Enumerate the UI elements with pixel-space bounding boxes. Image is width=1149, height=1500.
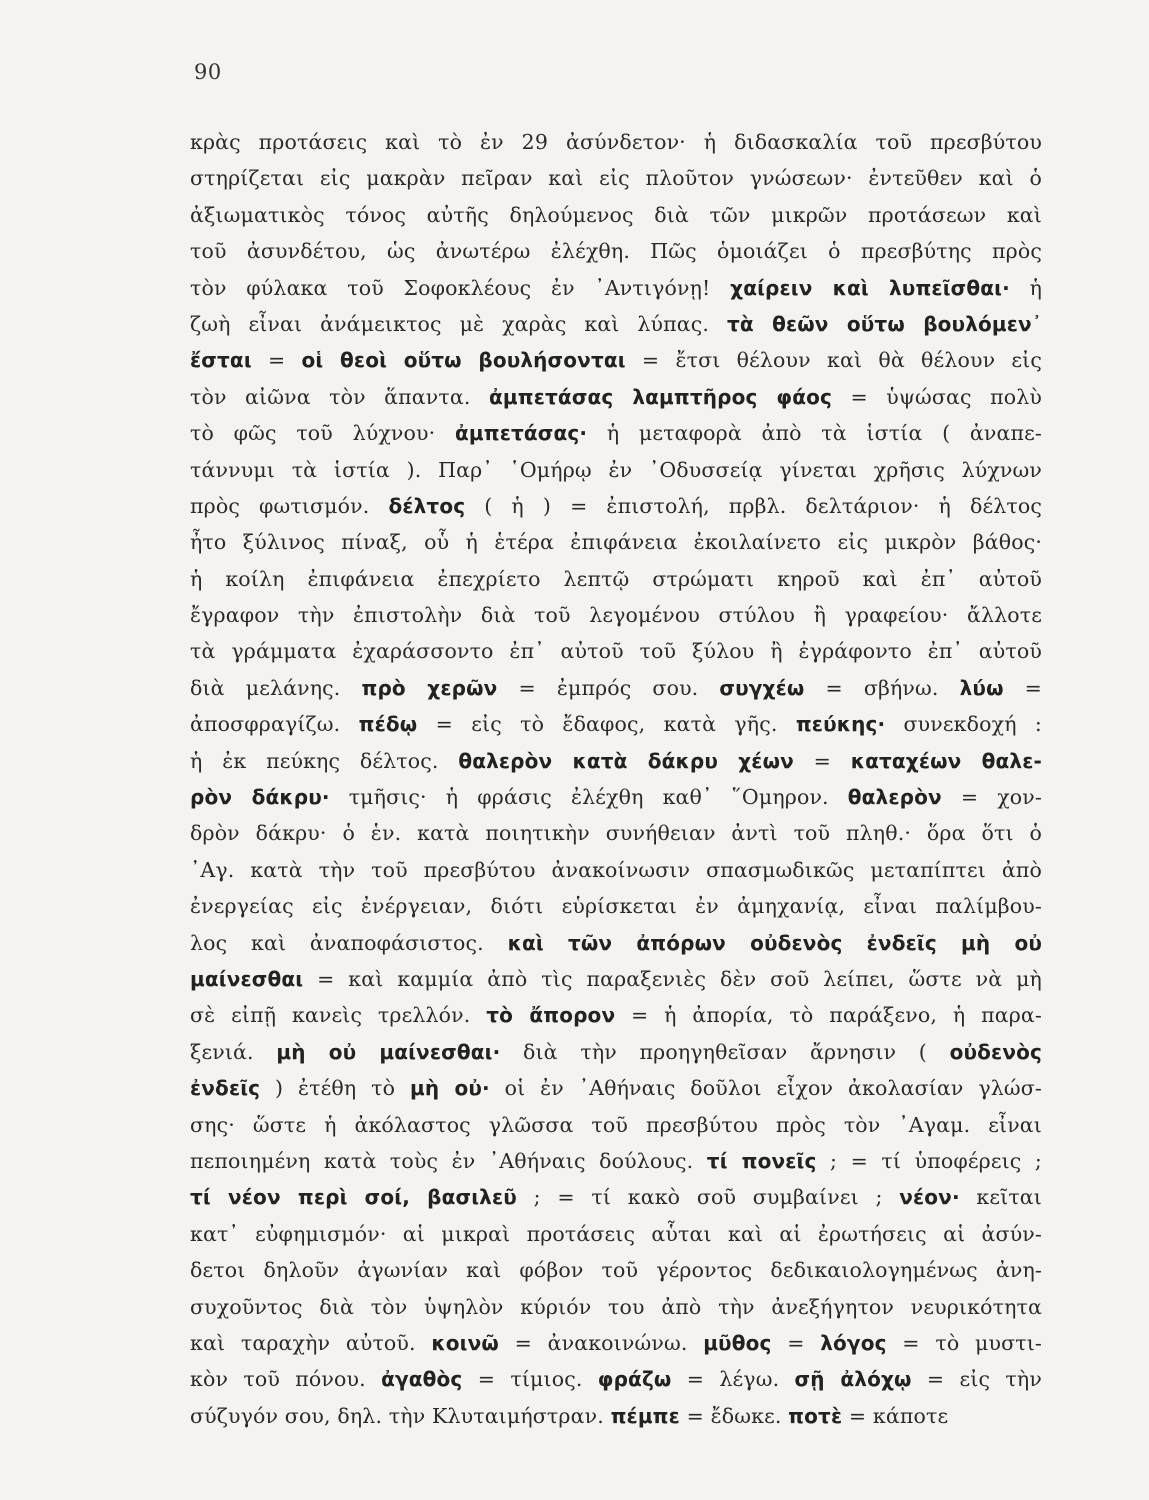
text-line [190,197,1042,233]
text-segment: οἱ ἐν ᾿Αθήναις δοῦλοι εἶχον ἀκολασίαν γλώσ- [489,1076,1042,1101]
text-segment: δρὸν δάκρυ· ὁ ἑν. κατὰ ποιητικὴν συνήθειαν ἀντὶ τοῦ πληθ.· ὅρα ὅτι ὁ [190,821,1042,846]
lemma-term: πέμπε [610,1403,680,1428]
text-segment: ) ἐτέθη τὸ [260,1076,410,1101]
lemma-term: τί πονεῖς [706,1148,817,1173]
text-segment: ; = τί κακὸ σοῦ συμβαίνει ; [516,1185,900,1210]
text-line [190,888,1042,924]
lemma-term: ρὸν δάκρυ· [190,785,330,810]
lemma-term: τὸ ἄπορον [486,1003,616,1028]
text-segment: ᾿Αγ. κατὰ τὴν τοῦ πρεσβύτου ἀνακοίνωσιν σπασμωδικῶς μεταπίπτει ἀπὸ [190,857,1042,882]
text-segment: τὸν φύλακα τοῦ Σοφοκλέους ἐν ᾿Αντιγόνῃ! [190,275,731,300]
lemma-term: οὐδενὸς [949,1039,1043,1064]
text-segment: διὰ τὴν προηγηθεῖσαν ἄρνησιν ( [500,1039,950,1064]
text-line [190,1070,1042,1106]
text-line [190,524,1042,560]
text-segment: διὰ μελάνης. [190,675,362,700]
text-segment: κεῖται [959,1185,1042,1210]
text-line [190,415,1042,451]
text-line [190,706,1042,742]
text-segment: τὸν αἰῶνα τὸν ἅπαντα. [190,384,489,409]
text-segment: ( ἡ ) = ἐπιστολή, πρβλ. δελτάριον· ἡ δέλτος [465,493,1042,518]
text-line [190,925,1042,961]
text-segment: κρὰς προτάσεις καὶ τὸ ἐν 29 ἀσύνδετον· ἡ διδασκαλία τοῦ πρεσβύτου [190,130,1042,154]
text-segment: = ἡ ἀπορία, τὸ παράξενο, ἡ παρα- [615,1003,1042,1028]
text-segment: ἀποσφραγίζω. [190,712,359,737]
lemma-term: ἀμπετάσας· [454,421,588,446]
text-line [190,1361,1042,1397]
lemma-term: τί νέον περὶ σοί, βασιλεῦ [190,1185,517,1210]
text-line [190,1034,1042,1070]
text-line [190,160,1042,196]
text-line [190,1325,1042,1361]
text-line [190,379,1042,415]
lemma-term: νέον· [899,1185,960,1210]
text-segment: ζωὴ εἶναι ἀνάμεικτος μὲ χαρὰς καὶ λύπας. [190,311,727,336]
lemma-term: ποτὲ [788,1403,843,1428]
commentary-text [190,124,1042,1434]
text-line [190,633,1042,669]
text-segment: ξενιά. [190,1039,277,1064]
lemma-term: κοινῶ [431,1330,499,1355]
text-segment: τάννυμι τὰ ἱστία ). Παρ᾿ ῾Ομήρῳ ἐν ᾿Οδυσσείᾳ γίνεται χρῆσις λύχνων [190,457,1042,482]
text-segment: σύζυγόν σου, δηλ. τὴν Κλυταιμήστραν. [190,1403,611,1428]
text-segment: τοῦ ἀσυνδέτου, ὡς ἀνωτέρω ἐλέχθη. Πῶς ὁμοιάζει ὁ πρεσβύτης πρὸς [190,239,1042,264]
lemma-term: τὰ θεῶν οὕτω βουλόμεν᾿ [726,311,1042,336]
page-number: 90 [194,60,222,84]
text-segment: κὸν τοῦ πόνου. [190,1367,382,1392]
lemma-term: ἀμπετάσας λαμπτῆρος φάος [489,384,832,409]
text-line [190,815,1042,851]
text-segment: = εἰς τὴν [911,1367,1042,1392]
text-line [190,961,1042,997]
text-segment: = τίμιος. [462,1367,598,1392]
lemma-term: δέλτος [388,493,466,518]
lemma-term: μαίνεσθαι [190,966,304,991]
lemma-term: πέδῳ [358,712,418,737]
text-segment: = ὑψώσας πολὺ [832,384,1042,409]
text-segment: ἡ [1009,275,1043,300]
text-segment: τὰ γράμματα ἐχαράσσοντο ἐπ᾿ αὐτοῦ τοῦ ξύλου ἢ ἐγράφοντο ἐπ᾿ αὐτοῦ [190,639,1042,664]
text-segment: συνεκδοχή : [885,712,1042,737]
text-line [190,233,1042,269]
lemma-term: καὶ τῶν ἀπόρων οὐδενὸς ἐνδεῖς μὴ οὐ [507,930,1042,955]
text-line [190,1107,1042,1143]
text-segment: = ἀνακοινώνω. [498,1330,704,1355]
text-segment: = σβήνω. [804,675,960,700]
lemma-term: ἐνδεῖς [190,1076,261,1101]
lemma-term: λύω [959,675,1004,700]
lemma-term: πρὸ χερῶν [361,675,498,700]
text-line [190,561,1042,597]
text-line [190,1252,1042,1288]
lemma-term: μῦθος [703,1330,772,1355]
lemma-term: χαίρειν καὶ λυπεῖσθαι· [730,275,1010,300]
lemma-term: οἱ θεοὶ οὕτω βουλήσονται [301,348,626,373]
text-line [190,270,1042,306]
text-line [190,1289,1042,1325]
text-line [190,670,1042,706]
text-line [190,852,1042,888]
text-segment: = [771,1330,821,1355]
text-segment: ἀξιωματικὸς τόνος αὐτῆς δηλούμενος διὰ τῶν μικρῶν προτάσεων καὶ [190,202,1042,227]
text-segment: = χον- [941,785,1042,810]
lemma-term: ἔσται [190,348,252,373]
text-segment: = κάποτε [842,1403,949,1428]
text-segment: ἐνεργείας εἰς ἐνέργειαν, διότι εὑρίσκεται ἐν ἀμηχανίᾳ, εἶναι παλίμβου- [190,894,1042,919]
text-segment: = ἔδωκε. [679,1403,789,1428]
text-segment: ἡ μεταφορὰ ἀπὸ τὰ ἱστία ( ἀναπε- [587,421,1042,446]
text-segment: ; = τί ὑποφέρεις ; [816,1148,1042,1173]
text-segment: συχοῦντος διὰ τὸν ὑψηλὸν κύριόν του ἀπὸ τὴν ἀνεξήγητον νευρικότητα [190,1294,1042,1319]
text-segment: = [251,348,302,373]
lemma-term: συγχέω [719,675,805,700]
text-segment: πεποιημένη κατὰ τοὺς ἐν ᾿Αθήναις δούλους. [190,1148,707,1173]
text-line [190,779,1042,815]
text-line [190,1216,1042,1252]
lemma-term: λόγος [820,1330,887,1355]
text-segment: ἔγραφον τὴν ἐπιστολὴν διὰ τοῦ λεγομένου στύλου ἢ γραφείου· ἄλλοτε [190,603,1042,628]
text-segment: ἡ κοίλη ἐπιφάνεια ἐπεχρίετο λεπτῷ στρώματι κηροῦ καὶ ἐπ᾿ αὐτοῦ [190,566,1042,591]
text-segment: = λέγω. [671,1367,795,1392]
lemma-term: σῇ ἀλόχῳ [794,1367,912,1392]
text-segment: = [793,748,851,773]
text-segment: = εἰς τὸ ἔδαφος, κατὰ γῆς. [417,712,796,737]
text-line [190,306,1042,342]
text-segment: ἡ ἐκ πεύκης δέλτος. [190,748,459,773]
text-line [190,743,1042,779]
text-line [190,1179,1042,1215]
text-segment: σὲ εἰπῇ κανεὶς τρελλόν. [190,1003,487,1028]
text-segment: σης· ὥστε ἡ ἀκόλαστος γλῶσσα τοῦ πρεσβύτου πρὸς τὸν ᾿Αγαμ. εἶναι [190,1112,1042,1137]
lemma-term: φράζω [597,1367,672,1392]
text-segment: = ἔτσι θέλουν καὶ θὰ θέλουν εἰς [625,348,1042,373]
text-segment: τὸ φῶς τοῦ λύχνου· [190,421,455,446]
lemma-term: μὴ οὐ μαίνεσθαι· [276,1039,501,1064]
lemma-term: πεύκης· [795,712,886,737]
text-line [190,1143,1042,1179]
lemma-term: καταχέων θαλε- [850,748,1042,773]
lemma-term: ἀγαθὸς [381,1367,463,1392]
lemma-term: θαλερὸν κατὰ δάκρυ χέων [458,748,794,773]
text-segment: = τὸ μυστι- [886,1330,1042,1355]
text-line [190,342,1042,378]
text-segment: = ἐμπρός σου. [497,675,720,700]
text-segment: ἦτο ξύλινος πίναξ, οὗ ἡ ἑτέρα ἐπιφάνεια ἐκοιλαίνετο εἰς μικρὸν βάθος· [190,530,1042,555]
lemma-term: μὴ οὐ· [409,1076,490,1101]
text-segment: = καὶ καμμία ἀπὸ τὶς παραξενιὲς δὲν σοῦ λείπει, ὥστε νὰ μὴ [303,966,1042,991]
text-segment: τμῆσις· ἡ φράσις ἐλέχθη καθ᾿ ῞Ομηρον. [329,785,848,810]
text-segment: δετοι δηλοῦν ἀγωνίαν καὶ φόβον τοῦ γέροντος δεδικαιολογημένως ἀνη- [190,1258,1042,1283]
text-line [190,1398,1042,1434]
text-line [190,597,1042,633]
text-segment: κατ᾿ εὐφημισμόν· αἱ μικραὶ προτάσεις αὗται καὶ αἱ ἐρωτήσεις αἱ ἀσύν- [190,1221,1042,1246]
text-line [190,488,1042,524]
text-segment: πρὸς φωτισμόν. [190,493,389,518]
text-segment: = [1003,675,1042,700]
text-segment: καὶ ταραχὴν αὐτοῦ. [190,1330,432,1355]
text-line [190,124,1042,160]
lemma-term: θαλερὸν [847,785,942,810]
text-segment: λος καὶ ἀναποφάσιστος. [190,930,508,955]
text-segment: στηρίζεται εἰς μακρὰν πεῖραν καὶ εἰς πλοῦτον γνώσεων· ἐντεῦθεν καὶ ὁ [190,166,1042,191]
text-line [190,452,1042,488]
text-line [190,997,1042,1033]
